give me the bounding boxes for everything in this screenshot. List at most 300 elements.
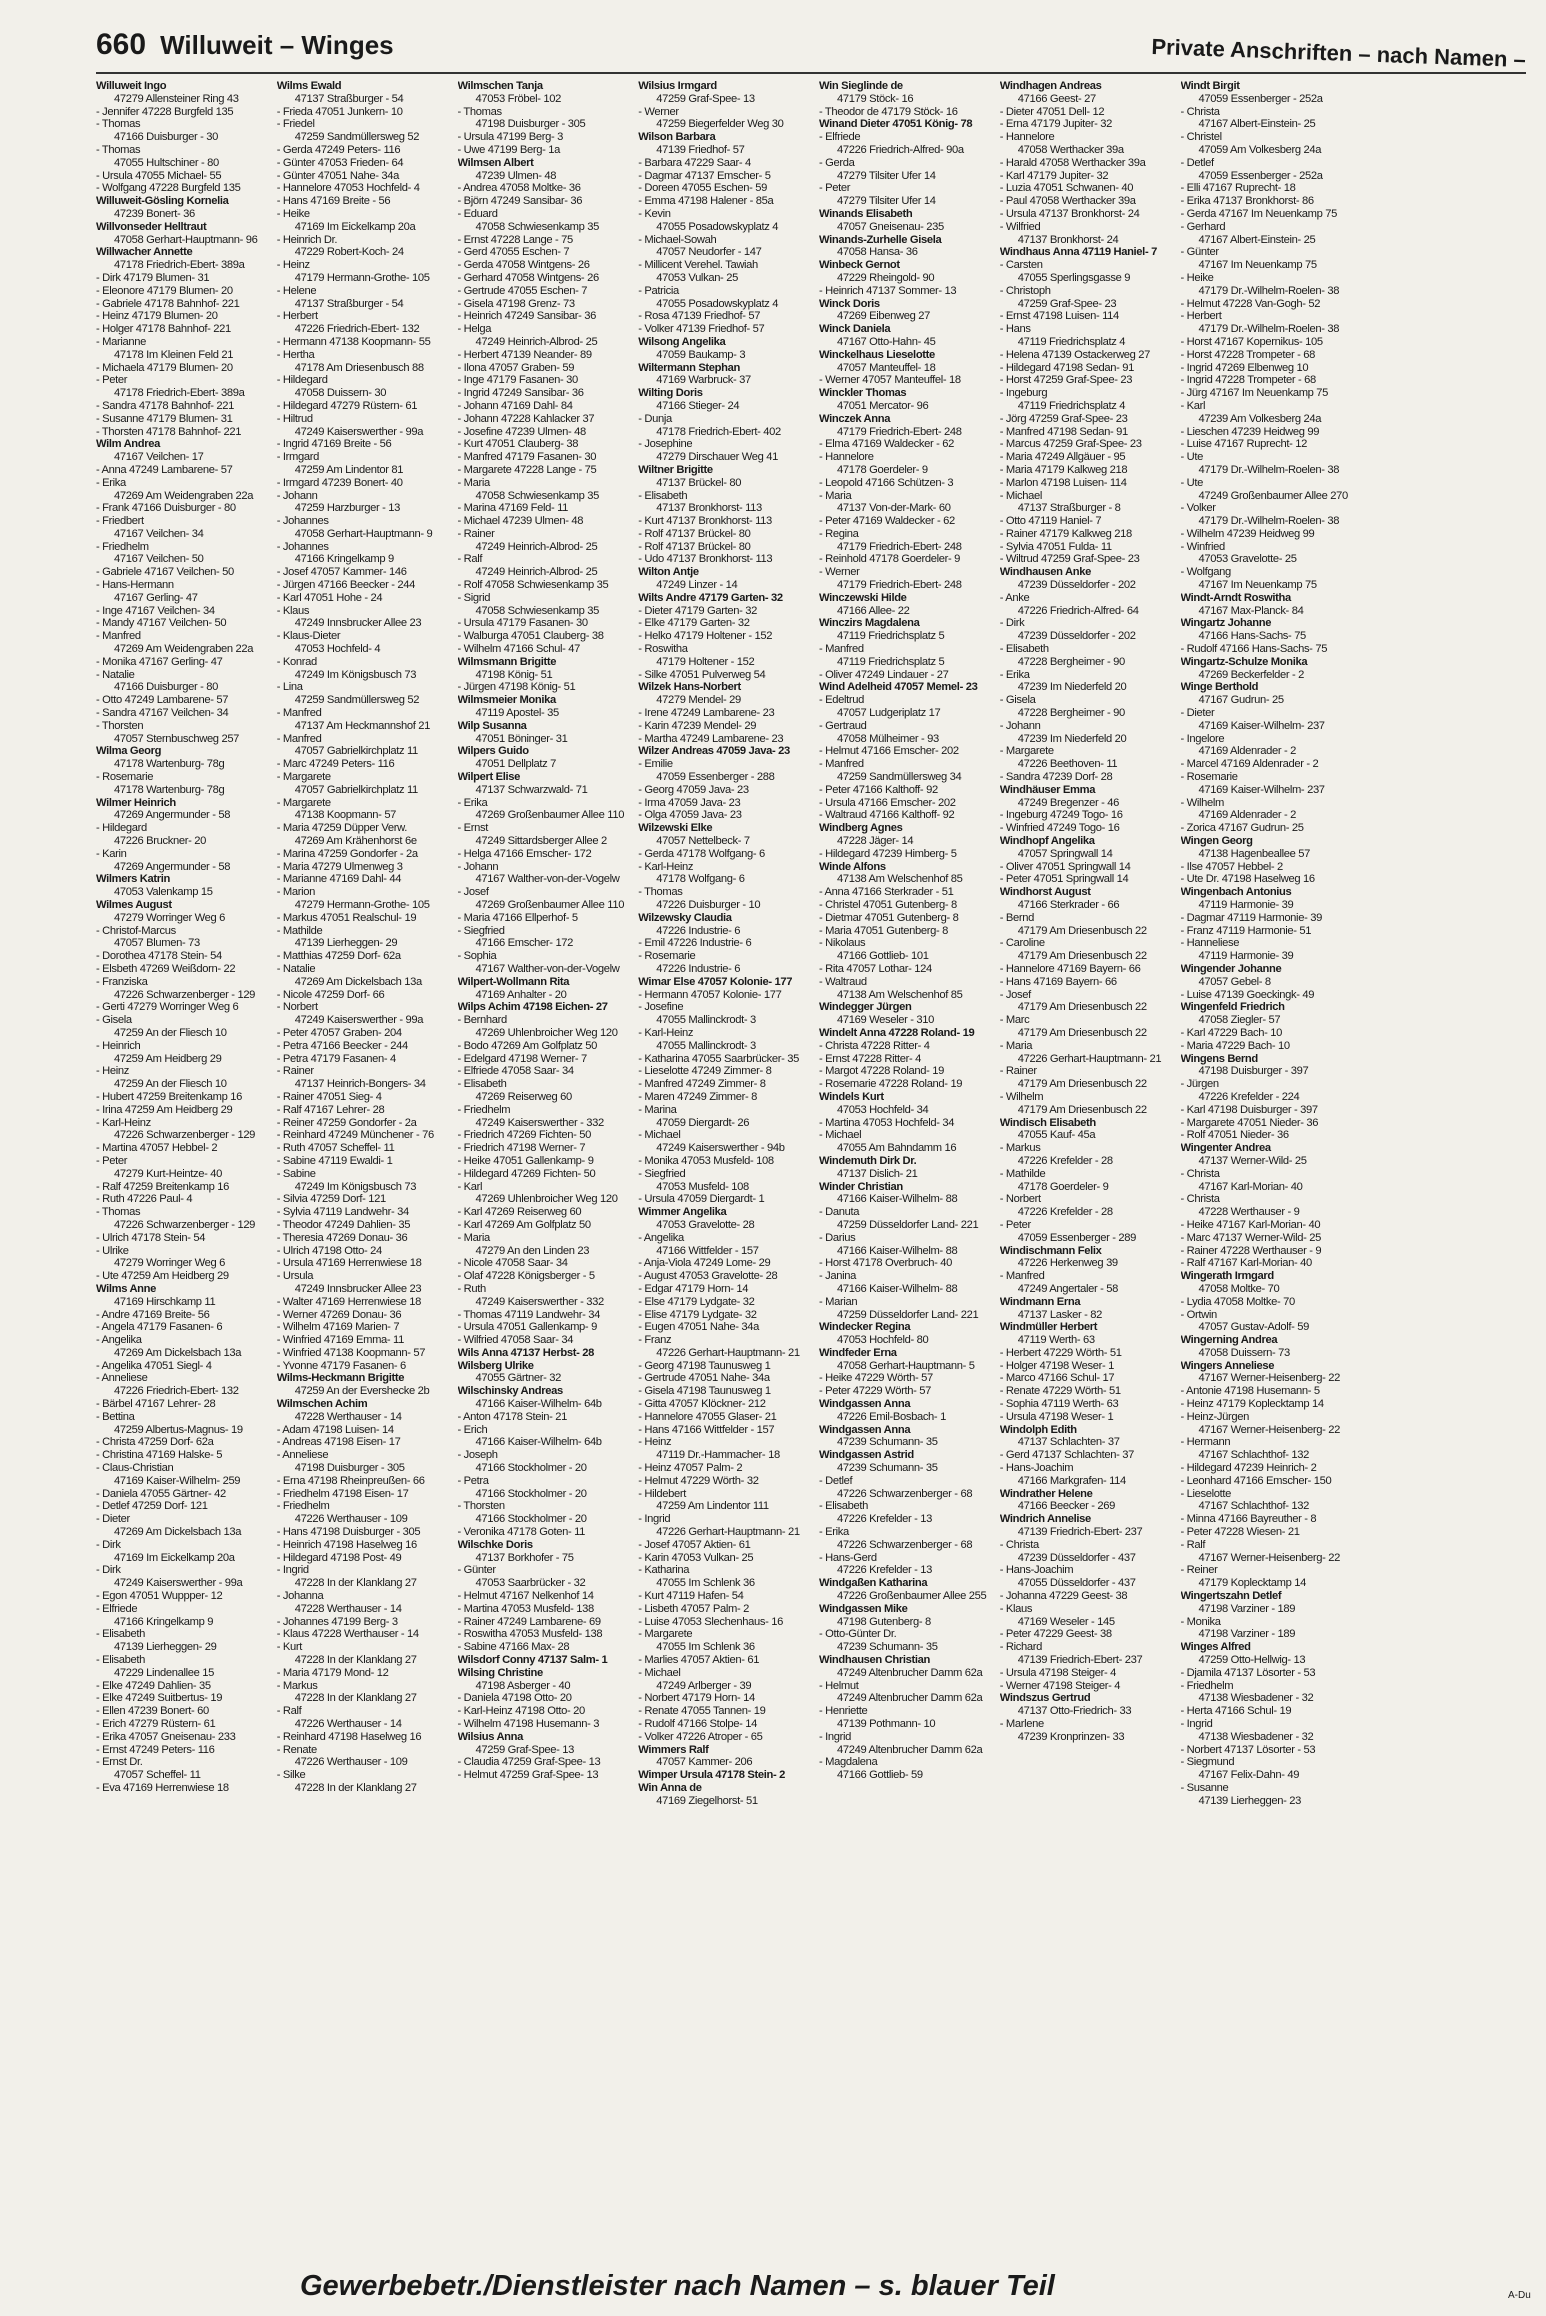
name-entry: - Olga 47059 Java- 23 bbox=[638, 809, 742, 822]
name-entry: - Dieter bbox=[1180, 707, 1215, 720]
name-entry: - Sylvia 47119 Landwehr- 34 bbox=[276, 1206, 409, 1219]
name-entry: - Monika 47167 Gerling- 47 bbox=[96, 655, 223, 668]
name-entry: - Michael bbox=[638, 1666, 681, 1679]
name-entry: - Karl 47269 Reiserweg 60 bbox=[457, 1206, 582, 1219]
address-line: 47269 Am Dickelsbach 13a bbox=[114, 1346, 242, 1359]
name-entry: - Dieter 47179 Garten- 32 bbox=[638, 604, 757, 617]
name-entry: - Werner 47198 Steiger- 4 bbox=[999, 1679, 1121, 1692]
name-entry: - Peter 47057 Graben- 204 bbox=[276, 1026, 402, 1039]
name-entry: - Manfred 47179 Fasanen- 30 bbox=[457, 451, 597, 464]
name-entry: - Friedhelm bbox=[96, 540, 149, 553]
address-line: 47279 Dirschauer Weg 41 bbox=[656, 451, 778, 464]
address-line: 47249 Sittardsberger Allee 2 bbox=[475, 835, 607, 848]
name-entry: - Karin bbox=[96, 847, 127, 860]
address-line: 47228 Werthauser - 9 bbox=[1198, 1206, 1300, 1219]
name-entry: - Marlies 47057 Aktien- 61 bbox=[638, 1654, 760, 1667]
address-line: 47259 Sandmüllersweg 34 bbox=[837, 771, 962, 784]
name-entry: - Rudolf 47166 Stolpe- 14 bbox=[638, 1718, 757, 1730]
name-entry: - Horst 47228 Trompeter - 68 bbox=[1180, 348, 1315, 361]
name-entry: - Rolf 47137 Brückel- 80 bbox=[638, 527, 751, 540]
name-entry: - Marc bbox=[999, 1014, 1030, 1027]
name-entry: - Elke 47249 Suitbertus- 19 bbox=[96, 1692, 223, 1705]
address-line: 47259 Harzburger - 13 bbox=[294, 502, 400, 515]
surname-entry: Windhagen Andreas bbox=[999, 80, 1102, 92]
name-entry: - Heinz-Jürgen bbox=[1180, 1410, 1249, 1423]
name-entry: - Helmut 47229 Wörth- 32 bbox=[638, 1474, 759, 1487]
name-entry: - Sigrid bbox=[457, 591, 491, 604]
name-entry: - Gerhard 47058 Wintgens- 26 bbox=[457, 271, 599, 284]
surname-entry: Winge Berthold bbox=[1180, 681, 1259, 694]
address-line: 47166 Sterkrader - 66 bbox=[1017, 899, 1120, 911]
name-entry: - Egon 47051 Wuppper- 12 bbox=[96, 1590, 223, 1603]
address-line: 47239 Schumann- 35 bbox=[837, 1462, 938, 1475]
address-line: 47249 Kaiserswerther - 99a bbox=[294, 425, 424, 438]
name-entry: - Klaus bbox=[999, 1602, 1033, 1615]
address-line: 47269 Angermunder - 58 bbox=[114, 809, 231, 822]
name-entry: - Markus 47051 Realschul- 19 bbox=[276, 911, 417, 924]
name-entry: - Monika 47053 Musfeld- 108 bbox=[638, 1154, 774, 1167]
address-line: 47226 Emil-Bosbach- 1 bbox=[837, 1410, 946, 1423]
name-entry: - Hannelore 47053 Hochfeld- 4 bbox=[276, 182, 420, 195]
name-entry: - Jörg 47259 Graf-Spee- 23 bbox=[999, 412, 1128, 425]
surname-entry: Wilsing Christine bbox=[457, 1666, 543, 1679]
name-entry: - Barbara 47229 Saar- 4 bbox=[638, 156, 751, 169]
address-line: 47259 Am Lindentor 111 bbox=[656, 1500, 769, 1513]
surname-entry: Wingender Johanne bbox=[1180, 962, 1282, 975]
directory-column bbox=[277, 80, 452, 2245]
name-entry: - Kevin bbox=[638, 207, 671, 220]
name-entry: - Hubert 47259 Breitenkamp 16 bbox=[96, 1090, 242, 1103]
name-entry: - Norbert 47179 Horn- 14 bbox=[638, 1692, 755, 1705]
address-line: 47057 Kammer- 206 bbox=[656, 1756, 753, 1769]
name-entry: - Lieselotte 47249 Zimmer- 8 bbox=[638, 1065, 772, 1078]
name-entry: - Peter 47051 Springwall 14 bbox=[999, 873, 1129, 886]
name-entry: - Angelika bbox=[96, 1334, 142, 1347]
address-line: 47198 Asberger - 40 bbox=[475, 1679, 571, 1692]
name-entry: - Ernst 47228 Ritter- 4 bbox=[819, 1052, 922, 1065]
address-line: 47269 Am Krähenhorst 6e bbox=[294, 835, 417, 848]
address-line: 47167 Werner-Heisenberg- 22 bbox=[1198, 1372, 1340, 1385]
name-entry: - Heike 47229 Wörth- 57 bbox=[819, 1372, 933, 1385]
address-line: 47249 Kaiserswerther - 99a bbox=[294, 1014, 424, 1027]
address-line: 47166 Kringelkamp 9 bbox=[294, 553, 394, 566]
name-entry: - Martha 47249 Lambarene- 23 bbox=[638, 732, 784, 745]
name-entry: - Elisabeth bbox=[457, 1078, 507, 1091]
name-entry: - Ute Dr. 47198 Haselweg 16 bbox=[1180, 873, 1315, 886]
name-entry: - Gerti 47279 Worringer Weg 6 bbox=[96, 1001, 239, 1014]
address-line: 47167 Otto-Hahn- 45 bbox=[837, 335, 936, 348]
surname-entry: Willuweit-Gösling Kornelia bbox=[96, 195, 229, 208]
surname-entry: Windhorst August bbox=[999, 886, 1091, 899]
name-entry: - Frieda 47051 Junkern- 10 bbox=[276, 105, 403, 118]
name-entry: - Silke 47051 Pulverweg 54 bbox=[638, 668, 766, 681]
name-entry: - Heinz bbox=[276, 259, 310, 272]
address-line: 47249 Altenbrucher Damm 62a bbox=[837, 1692, 983, 1705]
name-entry: - Maria 47229 Bach- 10 bbox=[1180, 1039, 1290, 1052]
name-entry: - Maria 47179 Kalkweg 218 bbox=[999, 463, 1128, 476]
name-entry: - Rainer 47228 Werthauser - 9 bbox=[1180, 1244, 1322, 1257]
address-line: 47226 Werthauser - 109 bbox=[294, 1756, 408, 1769]
name-entry: - Josef bbox=[999, 988, 1031, 1001]
surname-entry: Wilzer Andreas 47059 Java- 23 bbox=[638, 745, 790, 758]
name-entry: - Erika 47137 Bronkhorst- 86 bbox=[1180, 195, 1314, 208]
surname-entry: Willvonseder Helltraut bbox=[96, 220, 207, 233]
name-entry: - Manfred bbox=[276, 732, 322, 745]
surname-entry: Wilzewsky Claudia bbox=[638, 911, 732, 924]
address-line: 47137 Borkhofer - 75 bbox=[475, 1551, 574, 1564]
address-line: 47179 Friedrich-Ebert- 248 bbox=[837, 425, 962, 438]
address-line: 47057 Gabrielkirchplatz 11 bbox=[294, 745, 418, 758]
name-entry: - Monika bbox=[1180, 1615, 1221, 1628]
address-line: 47167 Veilchen- 50 bbox=[114, 553, 204, 566]
name-entry: - Christina 47169 Halske- 5 bbox=[96, 1449, 223, 1462]
address-line: 47137 Werner-Wild- 25 bbox=[1198, 1154, 1307, 1167]
name-entry: - Gerda 47058 Wintgens- 26 bbox=[457, 259, 590, 272]
name-entry: - Hildegard 47279 Rüstern- 61 bbox=[276, 399, 418, 412]
name-entry: - Ute bbox=[1180, 476, 1203, 489]
address-line: 47228 In der Klanklang 27 bbox=[294, 1577, 417, 1590]
surname-entry: Winck Doris bbox=[819, 297, 880, 310]
address-line: 47179 Dr.-Wilhelm-Roelen- 38 bbox=[1198, 463, 1340, 476]
name-entry: - Hans 47169 Bayern- 66 bbox=[999, 975, 1117, 988]
name-entry: - Ingeburg bbox=[999, 387, 1048, 400]
name-entry: - Christoph bbox=[999, 284, 1051, 297]
name-entry: - Lieselotte bbox=[1180, 1487, 1232, 1500]
surname-entry: Windszus Gertrud bbox=[999, 1692, 1091, 1705]
name-entry: - Marian bbox=[819, 1295, 858, 1308]
address-line: 47259 Am Lindentor 81 bbox=[294, 463, 404, 476]
address-line: 47167 Werner-Heisenberg- 22 bbox=[1198, 1423, 1340, 1436]
name-entry: - Friedhelm bbox=[1180, 1679, 1234, 1692]
name-entry: - Doreen 47055 Eschen- 59 bbox=[638, 182, 767, 195]
name-entry: - Josefine bbox=[638, 1001, 684, 1014]
name-entry: - Ursula 47199 Berg- 3 bbox=[457, 131, 563, 144]
address-line: 47229 Lindenallee 15 bbox=[114, 1666, 215, 1679]
address-line: 47119 Harmonie- 39 bbox=[1198, 950, 1294, 963]
address-line: 47119 Werth- 63 bbox=[1017, 1334, 1095, 1347]
name-entry: - Harald 47058 Werthacker 39a bbox=[999, 156, 1146, 169]
address-line: 47198 Duisburger - 397 bbox=[1198, 1065, 1309, 1078]
name-entry: - Friedrich 47198 Werner- 7 bbox=[457, 1142, 586, 1155]
name-entry: - Hans 47169 Breite - 56 bbox=[276, 195, 391, 208]
name-entry: - Andre 47169 Breite- 56 bbox=[96, 1308, 210, 1321]
name-entry: - Irma 47059 Java- 23 bbox=[638, 796, 741, 809]
address-line: 47053 Hochfeld- 34 bbox=[837, 1103, 929, 1116]
address-line: 47137 Bronkhorst- 24 bbox=[1017, 233, 1119, 246]
surname-entry: Wilsius Irmgard bbox=[638, 80, 717, 92]
name-entry: - Erna 47198 Rheinpreußen- 66 bbox=[276, 1474, 425, 1487]
name-entry: - Nikolaus bbox=[819, 937, 866, 950]
name-entry: - Margarete 47228 Lange - 75 bbox=[457, 463, 597, 476]
address-line: 47179 Dr.-Wilhelm-Roelen- 38 bbox=[1198, 323, 1340, 336]
address-line: 47279 Tilsiter Ufer 14 bbox=[837, 169, 936, 182]
address-line: 47169 Aldenrader - 2 bbox=[1198, 809, 1296, 822]
name-entry: - Thomas 47119 Landwehr- 34 bbox=[457, 1308, 601, 1321]
address-line: 47169 Aldenrader - 2 bbox=[1198, 745, 1296, 758]
name-entry: - Rainer 47179 Kalkweg 218 bbox=[999, 527, 1132, 540]
name-entry: - Franz 47119 Harmonie- 51 bbox=[1180, 924, 1312, 937]
name-entry: - Herta 47166 Schul- 19 bbox=[1180, 1705, 1292, 1718]
name-entry: - Hans-Joachim bbox=[999, 1564, 1074, 1577]
address-line: 47166 Gottlieb- 101 bbox=[837, 950, 929, 963]
name-entry: - Hannelore bbox=[999, 131, 1055, 144]
name-entry: - Ralf bbox=[1180, 1538, 1206, 1551]
name-entry: - Margarete bbox=[999, 745, 1054, 758]
name-entry: - Nicole 47259 Dorf- 66 bbox=[276, 988, 385, 1001]
address-line: 47166 Stockholmer - 20 bbox=[475, 1462, 587, 1475]
name-entry: - Friedbert bbox=[96, 515, 144, 528]
name-entry: - Dirk bbox=[96, 1564, 121, 1577]
directory-column bbox=[96, 80, 271, 2245]
name-entry: - Ernst 47198 Luisen- 114 bbox=[999, 310, 1119, 323]
address-line: 47178 Friedrich-Ebert- 402 bbox=[656, 425, 781, 438]
address-line: 47166 Kaiser-Wilhelm- 88 bbox=[837, 1244, 958, 1257]
surname-entry: Winbeck Gernot bbox=[819, 259, 900, 272]
address-line: 47057 Gustav-Adolf- 59 bbox=[1198, 1321, 1309, 1334]
address-line: 47059 Essenberger - 288 bbox=[656, 771, 775, 784]
address-line: 47198 Duisburger - 305 bbox=[294, 1462, 405, 1475]
name-entry: - Erich bbox=[457, 1423, 488, 1436]
name-entry: - Minna 47166 Bayreuther - 8 bbox=[1180, 1513, 1317, 1526]
surname-entry: Wilmschen Tanja bbox=[457, 80, 543, 92]
surname-entry: Winands-Zurhelle Gisela bbox=[819, 233, 942, 246]
address-line: 47057 Gebel- 8 bbox=[1198, 975, 1271, 988]
name-entry: - Herbert bbox=[1180, 310, 1222, 323]
name-entry: - Ursula 47198 Weser- 1 bbox=[999, 1410, 1114, 1423]
address-line: 47059 Diergardt- 26 bbox=[656, 1116, 750, 1129]
name-entry: - Lina bbox=[276, 681, 303, 694]
name-entry: - Erika bbox=[457, 796, 488, 809]
address-line: 47228 Werthauser - 14 bbox=[294, 1410, 402, 1423]
address-line: 47239 Am Volkesberg 24a bbox=[1198, 412, 1322, 425]
name-entry: - Heinz bbox=[96, 1065, 129, 1078]
address-line: 47166 Allee- 22 bbox=[837, 604, 910, 617]
surname-entry: Wilp Susanna bbox=[457, 719, 527, 732]
name-entry: - Rolf 47051 Nieder- 36 bbox=[1180, 1129, 1289, 1142]
address-line: 47198 König- 51 bbox=[475, 668, 553, 681]
name-entry: - Heinrich 47198 Haselweg 16 bbox=[276, 1538, 417, 1551]
name-entry: - Franziska bbox=[96, 975, 148, 988]
address-line: 47166 Kaiser-Wilhelm- 88 bbox=[837, 1282, 958, 1295]
name-entry: - Maria bbox=[819, 489, 852, 502]
name-entry: - Nicole 47058 Saar- 34 bbox=[457, 1257, 568, 1270]
surname-entry: Wingen Georg bbox=[1180, 835, 1253, 848]
name-entry: - Petra bbox=[457, 1474, 489, 1487]
address-line: 47179 Am Driesenbusch 22 bbox=[1017, 924, 1147, 937]
surname-entry: Windecker Regina bbox=[819, 1321, 911, 1334]
name-entry: - Ursula 47179 Fasanen- 30 bbox=[457, 617, 588, 630]
address-line: 47249 Angertaler - 58 bbox=[1017, 1282, 1119, 1295]
name-entry: - Peter bbox=[96, 374, 128, 387]
address-line: 47178 Goerdeler- 9 bbox=[837, 463, 928, 476]
name-entry: - Marlon 47198 Luisen- 114 bbox=[999, 476, 1127, 489]
address-line: 47166 Duisburger - 30 bbox=[114, 131, 218, 144]
name-entry: - Elli 47167 Ruprecht- 18 bbox=[1180, 182, 1296, 195]
name-entry: - Heike 47051 Gallenkamp- 9 bbox=[457, 1154, 594, 1167]
address-line: 47179 Am Driesenbusch 22 bbox=[1017, 1026, 1147, 1039]
name-entry: - Dorothea 47178 Stein- 54 bbox=[96, 950, 222, 963]
name-entry: - Karl 47051 Hohe - 24 bbox=[276, 591, 383, 604]
address-line: 47137 Bronkhorst- 113 bbox=[656, 502, 762, 515]
name-entry: - Theresia 47269 Donau- 36 bbox=[276, 1231, 408, 1244]
name-entry: - Gerd 47055 Eschen- 7 bbox=[457, 246, 570, 259]
address-line: 47178 Friedrich-Ebert- 389a bbox=[114, 387, 245, 400]
address-line: 47269 Großenbaumer Allee 110 bbox=[475, 899, 625, 911]
address-line: 47178 Wolfgang- 6 bbox=[656, 873, 745, 886]
name-entry: - Manfred bbox=[999, 1270, 1045, 1283]
address-line: 47059 Essenberger - 252a bbox=[1198, 169, 1323, 182]
address-line: 47166 Kaiser-Wilhelm- 64b bbox=[475, 1398, 602, 1411]
name-entry: - Gisela bbox=[96, 1014, 132, 1027]
name-entry: - Hans bbox=[999, 323, 1031, 336]
name-entry: - Ralf 47259 Breitenkamp 16 bbox=[96, 1180, 229, 1193]
address-line: 47057 Scheffel- 11 bbox=[114, 1769, 201, 1782]
name-entry: - Daniela 47198 Otto- 20 bbox=[457, 1692, 572, 1705]
name-entry: - Karl 47179 Jupiter- 32 bbox=[999, 169, 1109, 182]
name-entry: - Karl 47229 Bach- 10 bbox=[1180, 1026, 1282, 1039]
address-line: 47137 Brückel- 80 bbox=[656, 476, 742, 489]
surname-entry: Wingenfeld Friedrich bbox=[1180, 1001, 1285, 1014]
name-entry: - Günter bbox=[1180, 246, 1219, 259]
address-line: 47059 Essenberger - 252a bbox=[1198, 92, 1323, 105]
name-entry: - Manfred bbox=[819, 758, 864, 771]
address-line: 47058 Schwiesenkamp 35 bbox=[475, 489, 600, 502]
address-line: 47269 Uhlenbroicher Weg 120 bbox=[475, 1026, 618, 1039]
name-entry: - Irina 47259 Am Heidberg 29 bbox=[96, 1103, 233, 1116]
name-entry: - Michael bbox=[819, 1129, 862, 1142]
surname-entry: Windolph Edith bbox=[999, 1423, 1077, 1436]
address-line: 47226 Bruckner- 20 bbox=[114, 835, 206, 848]
address-line: 47057 Sternbuschweg 257 bbox=[114, 732, 240, 745]
name-entry: - Marianne bbox=[96, 335, 146, 348]
name-entry: - Hans-Gerd bbox=[819, 1551, 877, 1564]
address-line: 47053 Valenkamp 15 bbox=[114, 886, 213, 899]
name-entry: - Gerda bbox=[819, 156, 855, 169]
name-entry: - Rosemarie bbox=[1180, 771, 1238, 784]
name-entry: - Ernst bbox=[457, 822, 488, 835]
address-line: 47178 Am Driesenbusch 88 bbox=[294, 361, 424, 374]
address-line: 47239 Im Niederfeld 20 bbox=[1017, 732, 1127, 745]
address-line: 47139 Lierheggen- 29 bbox=[294, 937, 398, 950]
address-line: 47259 Albertus-Magnus- 19 bbox=[114, 1423, 243, 1436]
corner-mark: A-Du bbox=[1508, 2290, 1531, 2301]
surname-entry: Windrich Annelise bbox=[999, 1513, 1091, 1526]
name-entry: - Gisela 47198 Taunusweg 1 bbox=[638, 1385, 771, 1398]
address-line: 47226 Gerhart-Hauptmann- 21 bbox=[656, 1346, 800, 1359]
surname-entry: Wiltner Brigitte bbox=[638, 463, 713, 476]
address-line: 47169 Anhalter - 20 bbox=[475, 988, 567, 1001]
address-line: 47167 Im Neuenkamp 75 bbox=[1198, 259, 1317, 272]
surname-entry: Wilschke Doris bbox=[457, 1538, 533, 1551]
address-line: 47058 Moltke- 70 bbox=[1198, 1282, 1280, 1295]
address-line: 47137 Schlachten- 37 bbox=[1017, 1436, 1120, 1449]
address-line: 47249 Kaiserswerther - 332 bbox=[475, 1295, 604, 1308]
name-entry: - Helmut 47259 Graf-Spee- 13 bbox=[457, 1769, 599, 1782]
name-entry: - Peter 47229 Wörth- 57 bbox=[819, 1385, 931, 1398]
name-entry: - Johann 47228 Kahlacker 37 bbox=[457, 412, 595, 425]
name-entry: - Erika bbox=[999, 668, 1030, 681]
address-line: 47226 Großenbaumer Allee 255 bbox=[837, 1590, 987, 1603]
name-entry: - Sylvia 47051 Fulda- 11 bbox=[999, 540, 1112, 553]
name-entry: - Karl-Heinz bbox=[638, 1026, 694, 1039]
surname-entry: Wilzewski Elke bbox=[638, 822, 713, 835]
name-entry: - Gerd 47137 Schlachten- 37 bbox=[999, 1449, 1134, 1462]
name-entry: - Karl-Heinz bbox=[638, 860, 694, 873]
name-entry: - Reinhard 47249 Münchener - 76 bbox=[276, 1129, 434, 1142]
surname-entry: Windrather Helene bbox=[999, 1487, 1093, 1500]
surname-entry: Winands Elisabeth bbox=[819, 207, 913, 220]
name-entry: - Walburga 47051 Clauberg- 38 bbox=[457, 630, 604, 643]
address-line: 47138 Wiesbadener - 32 bbox=[1198, 1730, 1314, 1743]
address-line: 47249 Kaiserswerther - 99a bbox=[114, 1577, 243, 1590]
address-line: 47055 Am Bahndamm 16 bbox=[837, 1142, 957, 1155]
name-entry: - Rosemarie bbox=[96, 771, 154, 784]
surname-entry: Windgassen Anna bbox=[819, 1423, 911, 1436]
address-line: 47166 Kaiser-Wilhelm- 88 bbox=[837, 1193, 958, 1206]
page-header bbox=[96, 28, 1527, 73]
name-entry: - Bernd bbox=[999, 911, 1034, 924]
surname-entry: Windhausen Anke bbox=[999, 566, 1091, 579]
name-entry: - Heike 47167 Karl-Morian- 40 bbox=[1180, 1218, 1321, 1231]
surname-entry: Windelt Anna 47228 Roland- 19 bbox=[819, 1026, 975, 1039]
surname-entry: Wilsong Angelika bbox=[638, 335, 726, 348]
name-entry: - Zorica 47167 Gudrun- 25 bbox=[1180, 822, 1304, 835]
directory-column bbox=[819, 80, 994, 2245]
surname-entry: Wilms Anne bbox=[96, 1282, 157, 1295]
address-line: 47239 Im Niederfeld 20 bbox=[1017, 681, 1127, 694]
name-entry: - Wilfried 47058 Saar- 34 bbox=[457, 1334, 574, 1347]
name-entry: - Helmut 47228 Van-Gogh- 52 bbox=[1180, 297, 1321, 310]
surname-entry: Wilmes August bbox=[96, 899, 172, 911]
address-line: 47167 Schlachthof- 132 bbox=[1198, 1500, 1309, 1513]
address-line: 47249 Kaiserswerther - 332 bbox=[475, 1116, 604, 1129]
name-entry: - Leonhard 47166 Emscher- 150 bbox=[1180, 1474, 1332, 1487]
address-line: 47137 Straßburger - 8 bbox=[1017, 502, 1121, 515]
surname-entry: Windegger Jürgen bbox=[819, 1001, 912, 1014]
surname-entry: Wilzek Hans-Norbert bbox=[638, 681, 741, 694]
surname-entry: Wind Adelheid 47057 Memel- 23 bbox=[819, 681, 978, 694]
name-entry: - Silke bbox=[276, 1769, 306, 1782]
address-line: 47226 Krefelder - 13 bbox=[837, 1564, 932, 1577]
name-entry: - Rolf 47058 Schwiesenkamp 35 bbox=[457, 579, 609, 592]
name-entry: - Danuta bbox=[819, 1206, 860, 1219]
directory-column bbox=[638, 80, 813, 2245]
name-entry: - Volker bbox=[1180, 502, 1216, 515]
name-entry: - Elfriede bbox=[819, 131, 861, 144]
name-entry: - Dagmar 47119 Harmonie- 39 bbox=[1180, 911, 1322, 924]
name-entry: - Elfriede bbox=[96, 1602, 138, 1615]
name-entry: - Ingrid 47249 Sansibar- 36 bbox=[457, 387, 584, 400]
name-entry: - Hildegard 47198 Post- 49 bbox=[276, 1551, 402, 1564]
name-entry: - Karin 47239 Mendel- 29 bbox=[638, 719, 757, 732]
name-entry: - Christa 47259 Dorf- 62a bbox=[96, 1436, 214, 1449]
name-entry: - Hildegard 47269 Fichten- 50 bbox=[457, 1167, 596, 1180]
name-entry: - Wilhelm 47166 Schul- 47 bbox=[457, 643, 580, 656]
name-entry: - Anna 47249 Lambarene- 57 bbox=[96, 463, 233, 476]
name-entry: - Emilie bbox=[638, 758, 673, 771]
address-line: 47139 Friedhof- 57 bbox=[656, 143, 745, 156]
name-entry: - Anneliese bbox=[276, 1449, 329, 1462]
name-entry: - Heinrich bbox=[96, 1039, 141, 1052]
name-entry: - Reiner 47259 Gondorfer - 2a bbox=[276, 1116, 417, 1129]
address-line: 47057 Nettelbeck- 7 bbox=[656, 835, 750, 848]
name-entry: - Ilse 47057 Hebbel- 2 bbox=[1180, 860, 1283, 873]
address-line: 47226 Friedrich-Ebert- 132 bbox=[114, 1385, 239, 1398]
address-line: 47179 Am Driesenbusch 22 bbox=[1017, 950, 1147, 963]
address-line: 47169 Hirschkamp 11 bbox=[114, 1295, 216, 1308]
address-line: 47057 Neudorfer - 147 bbox=[656, 246, 762, 259]
name-entry: - Elfriede 47058 Saar- 34 bbox=[457, 1065, 574, 1078]
